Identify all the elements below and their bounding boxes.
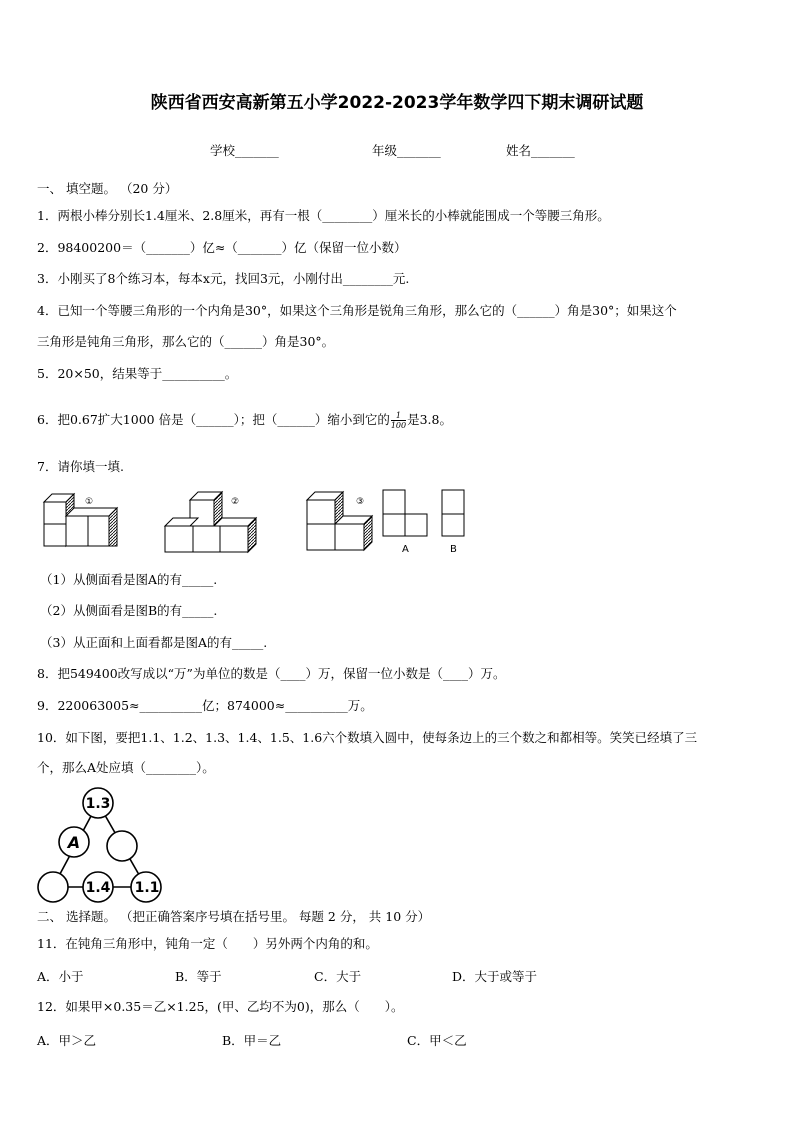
q11-option-a[interactable]: A．小于 [37,969,84,984]
section-heading-fill: 一、 填空题。 （20 分） [37,181,178,196]
solid-1 [44,494,117,546]
page-title: 陕西省西安高新第五小学2022-2023学年数学四下期末调研试题 [150,93,644,113]
question-3: 3．小刚买了8个练习本，每本x元，找回3元，小刚付出________元. [37,271,410,286]
question-10-line-1: 10．如下图，要把1.1、1.2、1.3、1.4、1.5、1.6六个数填入圆中，使每条边上的三个数之和都相等。笑笑已经填了三 [37,730,698,745]
question-6-text-end: 是3.8。 [407,412,452,427]
q11-option-d[interactable]: D．大于或等于 [452,969,538,984]
fraction-one-hundredth: $\frac{1}{100}$ [390,411,407,430]
question-7: 7．请你填一填. [37,459,124,474]
question-6-text: 6．把0.67扩大1000 倍是（______）；把（______）缩小到它的 [37,412,390,427]
question-4-line-2: 三角形是钝角三角形，那么它的（______）角是30°。 [37,334,335,349]
circle-right-mid [107,831,137,861]
question-5: 5．20×50，结果等于__________。 [37,366,238,381]
question-2: 2．98400200＝（_______）亿≈（_______）亿（保留一位小数） [37,240,407,255]
view-a [383,490,427,536]
question-1: 1．两根小棒分别长1.4厘米、2.8厘米，再有一根（________）厘米长的小棒就能围成一个等腰三角形。 [37,208,610,223]
circle-top-value: 1.3 [85,796,111,812]
question-7-2: （2）从侧面看是图B的有_____. [40,603,218,618]
q12-option-a[interactable]: A．甲＞乙 [37,1033,97,1048]
question-7-1: （1）从侧面看是图A的有_____. [40,572,218,587]
question-12: 12．如果甲×0.35＝乙×1.25，(甲、乙均不为0)，那么（ ）。 [37,999,404,1014]
name-field[interactable]: 姓名_______ [506,143,575,158]
view-b [442,490,464,536]
question-11: 11．在钝角三角形中，钝角一定（ ）另外两个内角的和。 [37,936,378,951]
cube-views-figure [38,488,478,560]
question-7-3: （3）从正面和上面看都是图A的有_____. [40,635,268,650]
q12-option-c[interactable]: C．甲＜乙 [407,1033,467,1048]
circle-bottom-left [38,872,68,902]
solid-2-mark: ② [231,497,240,507]
q11-option-b[interactable]: B．等于 [175,969,222,984]
number-triangle-figure [36,786,166,906]
question-6 [37,409,452,431]
school-field[interactable]: 学校_______ [210,143,279,158]
circle-bottom-right-value: 1.1 [134,880,160,896]
question-8: 8．把549400改写成以“万”为单位的数是（____）万，保留一位小数是（____）万。 [37,666,506,681]
solid-3-mark: ③ [356,497,365,507]
q11-option-c[interactable]: C．大于 [314,969,362,984]
question-10-line-2: 个，那么A处应填（________）。 [37,760,215,775]
circle-left-mid-value: A [67,833,81,852]
grade-field[interactable]: 年级_______ [372,143,441,158]
solid-2 [165,492,256,552]
view-a-label: A [402,544,409,555]
view-b-label: B [450,544,457,555]
q12-option-b[interactable]: B．甲＝乙 [222,1033,282,1048]
circle-bottom-mid-value: 1.4 [85,880,111,896]
question-4-line-1: 4．已知一个等腰三角形的一个内角是30°，如果这个三角形是锐角三角形，那么它的（______）角是30°；如果这个 [37,303,677,318]
solid-1-mark: ① [85,497,94,507]
section-heading-choice: 二、 选择题。 （把正确答案序号填在括号里。 每题 2 分， 共 10 分） [37,909,431,924]
question-9: 9．220063005≈__________亿；874000≈__________万。 [37,698,373,713]
